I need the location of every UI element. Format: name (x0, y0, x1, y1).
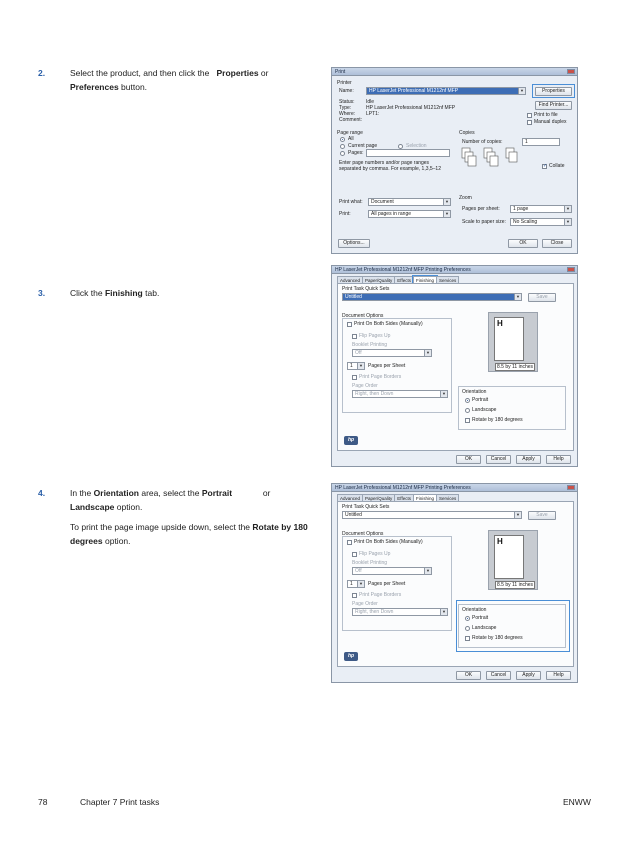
rotate-180-label: Rotate by 180 degrees (472, 635, 523, 641)
print-select[interactable] (368, 210, 451, 218)
dialog-title: HP LaserJet Professional M1212nf MFP Printing Preferences (335, 485, 471, 491)
properties-button[interactable]: Properties (535, 87, 572, 96)
step-bold: Properties (216, 68, 259, 78)
step-bold: Finishing (104, 288, 143, 298)
booklet-printing-label: Booklet Printing (352, 342, 388, 348)
document-options-label: Document Options (342, 313, 384, 319)
booklet-select[interactable] (352, 567, 432, 575)
printer-name-select[interactable] (366, 87, 526, 95)
chevron-down-icon: ▼ (440, 391, 447, 397)
chevron-down-icon: ▼ (514, 512, 521, 518)
print-what-label: Print what: (339, 199, 363, 205)
booklet-printing-label: Booklet Printing (352, 560, 388, 566)
portrait-radio[interactable] (465, 398, 470, 403)
booklet-value: Off (355, 350, 362, 356)
step-text: In the (70, 488, 92, 498)
chevron-down-icon: ▼ (424, 350, 431, 356)
status-value: Idle (366, 99, 375, 105)
window-controls (567, 69, 575, 74)
cancel-button[interactable]: Cancel (486, 455, 511, 464)
rotate-180-checkbox[interactable] (465, 636, 470, 641)
hp-logo-icon: hp (344, 652, 358, 661)
page-borders-label: Print Page Borders (359, 374, 402, 380)
preview-letter: H (497, 537, 503, 546)
step-number: 3. (38, 288, 46, 298)
flip-pages-checkbox[interactable] (352, 552, 357, 557)
tab-effects[interactable]: Effects (394, 276, 414, 284)
manual-duplex-checkbox[interactable] (527, 120, 532, 125)
step-bold: Landscape (70, 502, 115, 512)
chevron-down-icon: ▼ (443, 199, 450, 205)
pages-per-sheet-value: 1 (350, 363, 353, 369)
flip-pages-label: Flip Pages Up (359, 551, 391, 557)
step-text: or (262, 488, 271, 498)
tab-advanced[interactable]: Advanced (337, 276, 363, 284)
quick-sets-select[interactable] (342, 293, 522, 301)
save-button[interactable]: Save (528, 293, 556, 302)
copies-label: Copies (459, 130, 475, 136)
ok-button[interactable]: OK (508, 239, 538, 248)
landscape-radio[interactable] (465, 626, 470, 631)
page-order-value: Right, then Down (355, 391, 394, 397)
page-order-select[interactable] (352, 608, 448, 616)
paper-preview (494, 535, 524, 579)
chevron-down-icon: ▼ (357, 581, 364, 587)
page-preview (488, 530, 538, 590)
pages-hint: Enter page numbers and/or page ranges (339, 160, 430, 166)
chevron-down-icon: ▼ (518, 88, 525, 94)
pages-label: Pages: (348, 150, 364, 156)
tab-services[interactable]: Services (436, 276, 459, 284)
step-text: Click the (70, 288, 103, 298)
step-bold: Preferences (70, 82, 119, 92)
step-bold: Rotate by 180 degrees (70, 522, 308, 546)
page-order-value: Right, then Down (355, 609, 394, 615)
where-value: LPT1: (366, 111, 380, 117)
rotate-180-checkbox[interactable] (465, 418, 470, 423)
help-button[interactable]: Help (546, 455, 571, 464)
find-printer-button[interactable]: Find Printer... (535, 101, 572, 110)
pages-per-sheet-label: Pages per Sheet (368, 581, 406, 587)
scale-label: Scale to paper size: (462, 219, 506, 225)
step-bold: Orientation (93, 488, 139, 498)
current-page-label: Current page (348, 143, 378, 149)
manual-duplex-label: Manual duplex (534, 119, 567, 125)
chevron-down-icon: ▼ (564, 206, 571, 212)
preferences-screenshot-finishing-tab (331, 265, 578, 467)
step-text: option. (104, 536, 131, 546)
tab-effects[interactable]: Effects (394, 494, 414, 502)
step-number: 4. (38, 488, 46, 498)
rotate-180-label: Rotate by 180 degrees (472, 417, 523, 423)
chevron-down-icon: ▼ (424, 568, 431, 574)
status-label: Status: (339, 99, 355, 105)
dialog-title: Print (335, 69, 346, 75)
hp-logo-icon: hp (344, 436, 358, 445)
pages-input[interactable] (366, 149, 450, 157)
close-button[interactable]: Close (542, 239, 572, 248)
pages-per-sheet-value: 1 page (513, 206, 529, 212)
document-options-label: Document Options (342, 531, 384, 537)
selection-label: Selection (406, 143, 427, 149)
window-controls (567, 267, 575, 272)
page-order-select[interactable] (352, 390, 448, 398)
portrait-label: Portrait (472, 615, 489, 621)
chevron-down-icon: ▼ (564, 219, 571, 225)
pages-per-sheet-label: Pages per Sheet (368, 363, 406, 369)
print-to-file-checkbox[interactable] (527, 113, 532, 118)
dialog-titlebar (332, 266, 577, 274)
pages-per-sheet-label: Pages per sheet: (462, 206, 500, 212)
step-text: tab. (145, 288, 160, 298)
preferences-screenshot-orientation (331, 483, 578, 683)
all-label: All (348, 136, 354, 142)
number-of-copies-label: Number of copies: (462, 139, 503, 145)
step-text: option. (116, 502, 143, 512)
zoom-label: Zoom (459, 195, 472, 201)
portrait-radio[interactable] (465, 616, 470, 621)
close-icon[interactable] (567, 485, 575, 490)
landscape-label: Landscape (472, 625, 497, 631)
print-dialog-screenshot (331, 67, 578, 254)
step-text: area, select the (141, 488, 200, 498)
page-borders-checkbox[interactable] (352, 375, 357, 380)
quick-sets-select[interactable] (342, 511, 522, 519)
page-borders-label: Print Page Borders (359, 592, 402, 598)
tab-finishing[interactable]: Finishing (413, 276, 437, 284)
portrait-label: Portrait (472, 397, 489, 403)
scale-select[interactable] (510, 218, 572, 226)
all-radio[interactable] (340, 137, 345, 142)
pages-per-sheet-select[interactable] (510, 205, 572, 213)
window-controls (567, 485, 575, 490)
step-text: Select the product, and then click the (70, 68, 210, 78)
chevron-down-icon: ▼ (443, 211, 450, 217)
step-text: or (260, 68, 269, 78)
step-number: 2. (38, 68, 46, 78)
step-text: button. (121, 82, 148, 92)
step-bold: Portrait (201, 488, 233, 498)
tab-paper-quality[interactable]: Paper/Quality (362, 494, 395, 502)
flip-pages-label: Flip Pages Up (359, 333, 391, 339)
quick-sets-label: Print Task Quick Sets (342, 286, 390, 292)
print-both-sides-label: Print On Both Sides (Manually) (354, 321, 423, 327)
current-page-radio[interactable] (340, 144, 345, 149)
collate-label: Collate (549, 163, 565, 169)
dialog-titlebar (332, 68, 577, 76)
pages-per-sheet-value: 1 (350, 581, 353, 587)
pages-radio[interactable] (340, 151, 345, 156)
where-label: Where: (339, 111, 356, 117)
copies-input[interactable] (522, 138, 560, 146)
booklet-select[interactable] (352, 349, 432, 357)
chevron-down-icon: ▼ (514, 294, 521, 300)
tab-advanced[interactable]: Advanced (337, 494, 363, 502)
collate-pages-icon (460, 146, 520, 174)
comment-label: Comment: (339, 117, 363, 123)
dialog-title: HP LaserJet Professional M1212nf MFP Printing Preferences (335, 267, 471, 273)
save-button[interactable]: Save (528, 511, 556, 520)
close-icon[interactable] (567, 69, 575, 74)
landscape-radio[interactable] (465, 408, 470, 413)
scale-value: No Scaling (513, 219, 538, 225)
chapter-title: Chapter 7 Print tasks (80, 797, 160, 807)
help-button[interactable]: Help (546, 671, 571, 680)
type-value: HP LaserJet Professional M1212nf MFP (366, 105, 456, 111)
collate-checkbox[interactable] (542, 164, 547, 169)
pages-per-sheet-select[interactable] (347, 362, 365, 370)
print-what-value: Document (371, 199, 394, 205)
apply-button[interactable]: Apply (516, 455, 541, 464)
options-button[interactable]: Options... (338, 239, 370, 248)
pages-hint: separated by commas. For example, 1,3,5–12 (339, 166, 441, 172)
orientation-label: Orientation (462, 389, 487, 395)
chevron-down-icon: ▼ (440, 609, 447, 615)
print-what-select[interactable] (368, 198, 451, 206)
print-both-sides-label: Print On Both Sides (Manually) (354, 539, 423, 545)
orientation-label: Orientation (462, 607, 487, 613)
paper-preview (494, 317, 524, 361)
finishing-panel (337, 283, 574, 451)
print-label: Print: (339, 211, 351, 217)
footer-brand: ENWW (563, 797, 591, 807)
printer-group-label: Printer (337, 80, 352, 86)
dialog-titlebar (332, 484, 577, 492)
tab-finishing[interactable]: Finishing (413, 494, 437, 502)
print-both-sides-checkbox[interactable] (347, 540, 352, 545)
print-value: All pages in range (371, 211, 412, 217)
copies-value: 1 (525, 139, 528, 145)
ok-button[interactable]: OK (456, 455, 481, 464)
page-borders-checkbox[interactable] (352, 593, 357, 598)
name-label: Name: (339, 88, 354, 94)
ok-button[interactable]: OK (456, 671, 481, 680)
tab-services[interactable]: Services (436, 494, 459, 502)
print-to-file-label: Print to file (534, 112, 558, 118)
printer-name-value: HP LaserJet Professional M1212nf MFP (369, 88, 459, 94)
flip-pages-checkbox[interactable] (352, 334, 357, 339)
cancel-button[interactable]: Cancel (486, 671, 511, 680)
apply-button[interactable]: Apply (516, 671, 541, 680)
chevron-down-icon: ▼ (357, 363, 364, 369)
quick-sets-value: Untitled (345, 512, 362, 518)
page-range-label: Page range (337, 130, 363, 136)
type-label: Type: (339, 105, 352, 111)
finishing-panel (337, 501, 574, 667)
close-icon[interactable] (567, 267, 575, 272)
tab-paper-quality[interactable]: Paper/Quality (362, 276, 395, 284)
step-text: To print the page image upside down, select the (70, 522, 251, 532)
preview-letter: H (497, 319, 503, 328)
page-order-label: Page Order (352, 601, 378, 607)
paper-size-label: 8.5 by 11 inches (497, 582, 534, 588)
landscape-label: Landscape (472, 407, 497, 413)
booklet-value: Off (355, 568, 362, 574)
paper-size-label: 8.5 by 11 inches (497, 364, 534, 370)
page-number: 78 (38, 797, 48, 807)
print-both-sides-checkbox[interactable] (347, 322, 352, 327)
quick-sets-value: Untitled (345, 294, 362, 300)
page-preview (488, 312, 538, 372)
quick-sets-label: Print Task Quick Sets (342, 504, 390, 510)
page-order-label: Page Order (352, 383, 378, 389)
pages-per-sheet-select[interactable] (347, 580, 365, 588)
